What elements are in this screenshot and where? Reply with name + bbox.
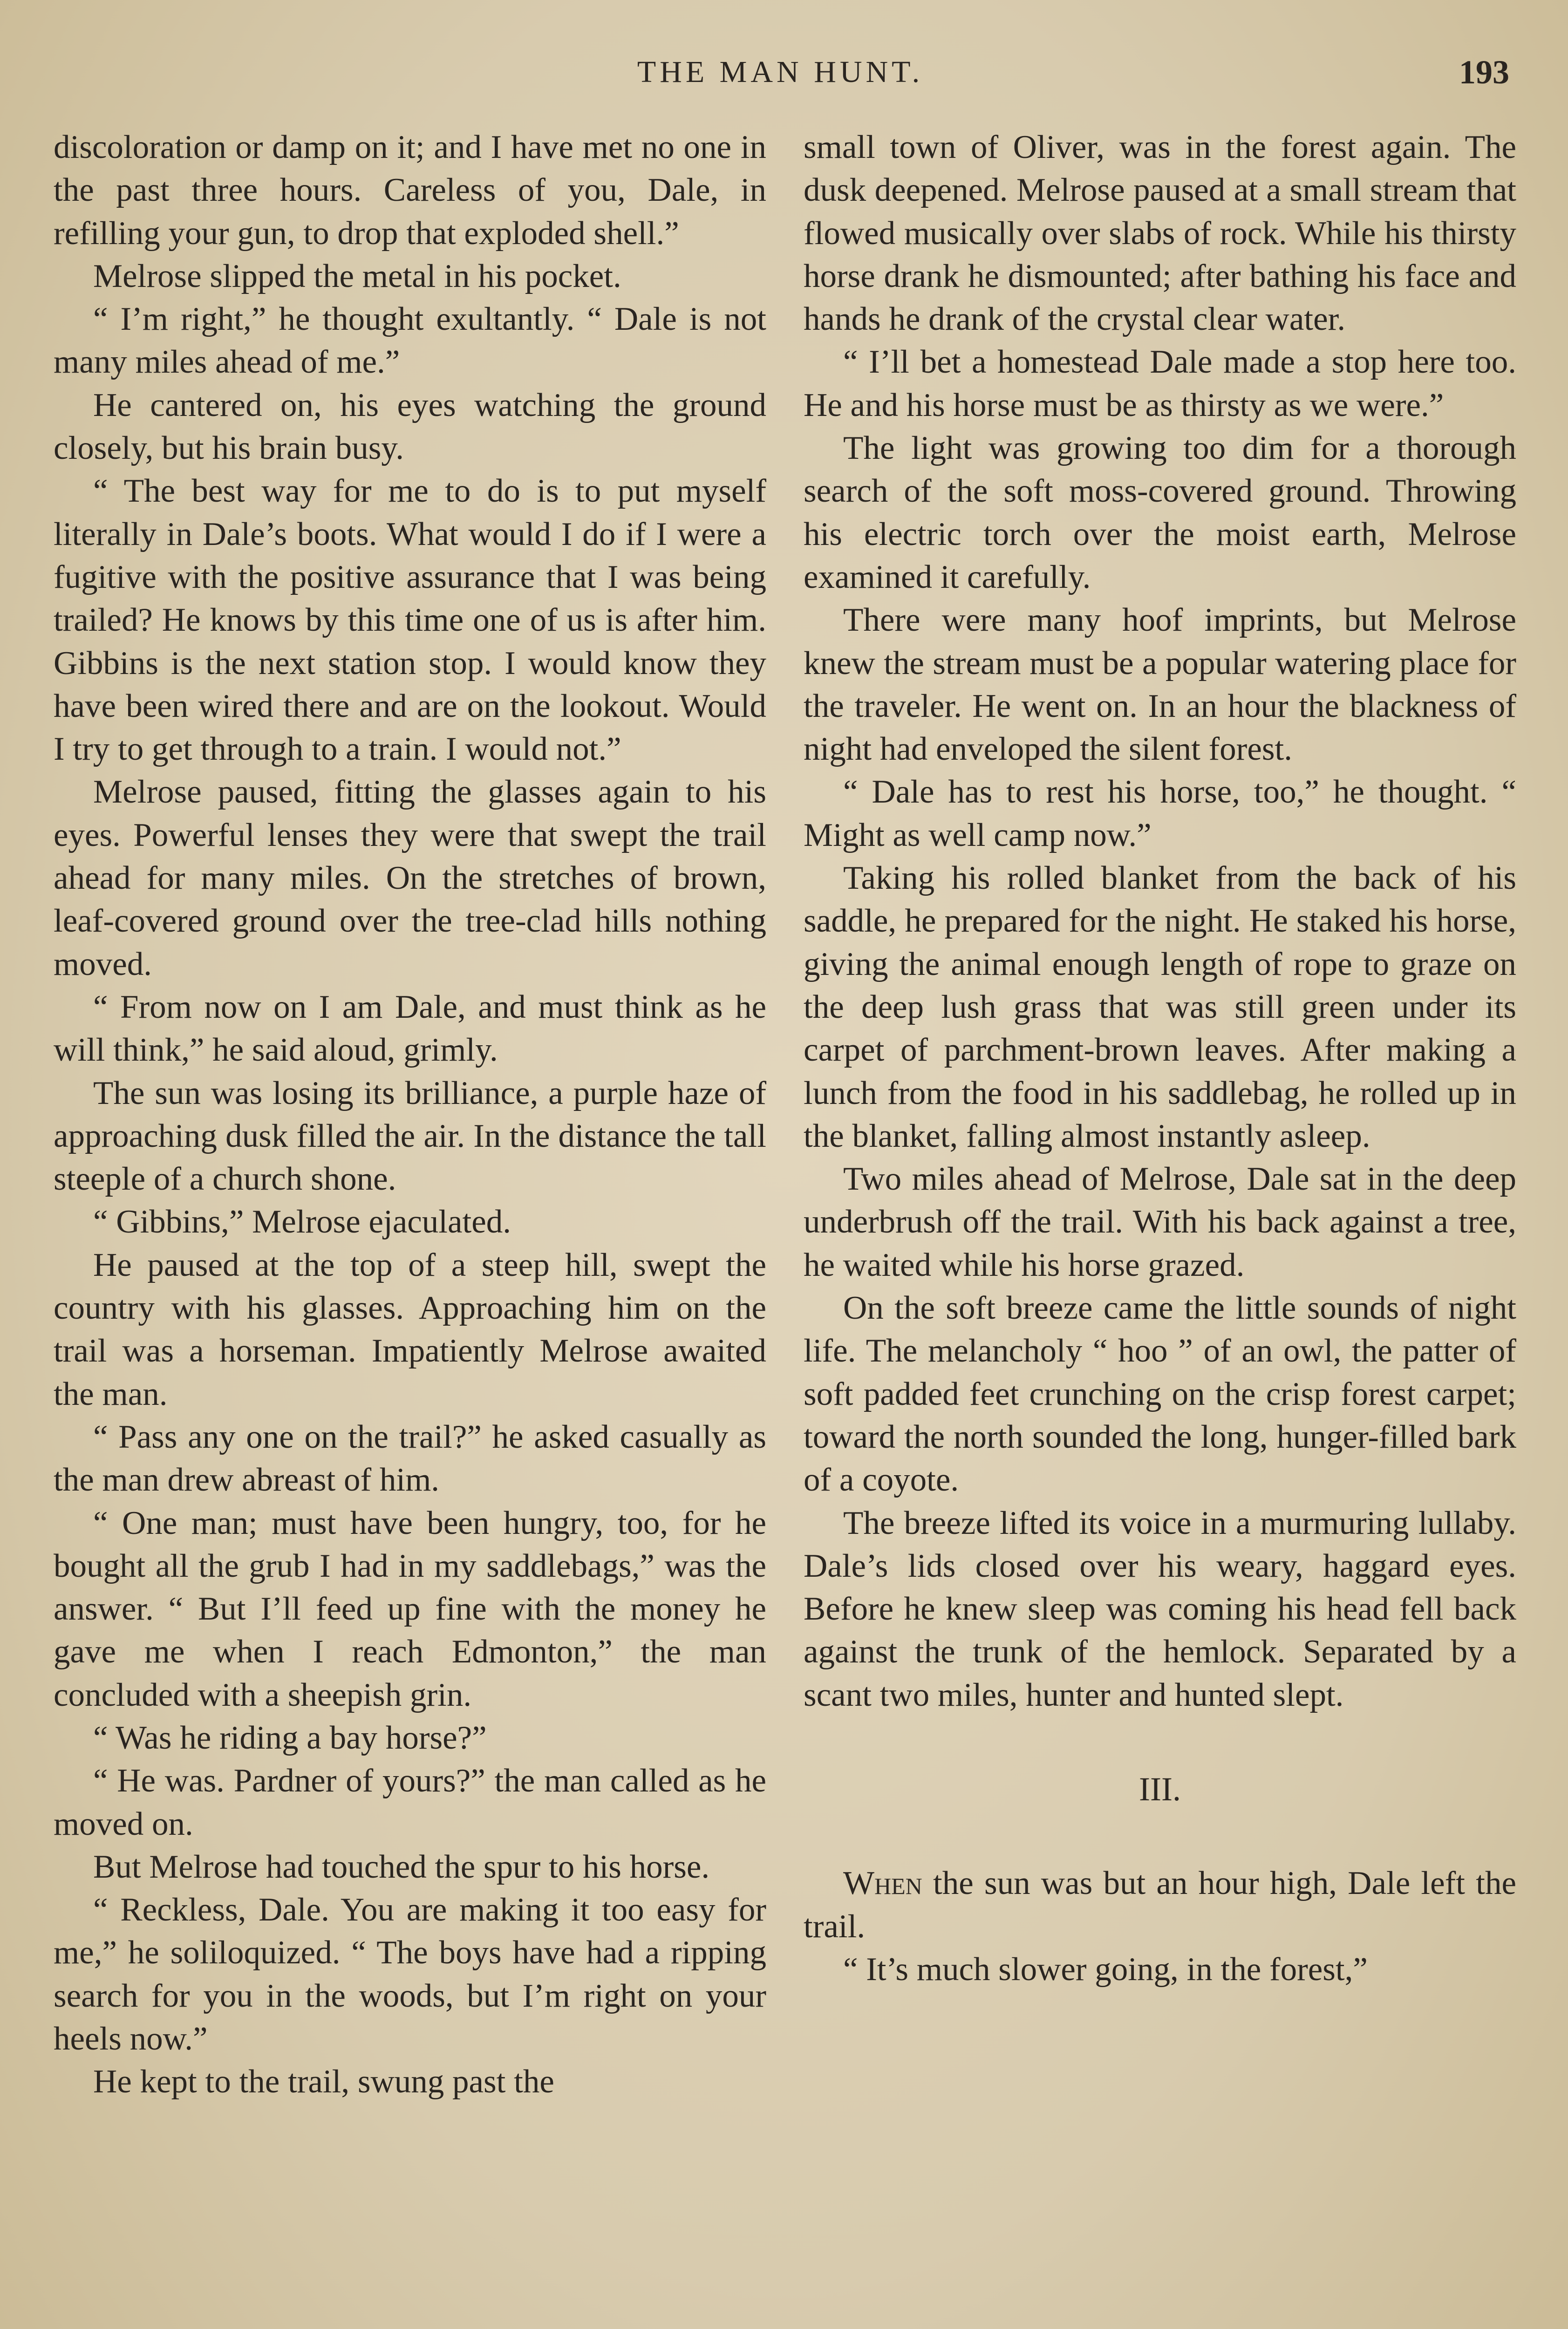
page-header (51, 47, 1509, 98)
paragraph: There were many hoof imprints, but Melrose knew the stream must be a popular watering place for the traveler. He went on. In an hour the blackness of night had enveloped the silent forest. (804, 602, 1516, 768)
paragraph: He cantered on, his eyes watching the ground closely, but his brain busy. (54, 387, 766, 467)
paragraph: “ It’s much slower going, in the forest,” (843, 1951, 1368, 1988)
right-column-paragraphs (804, 126, 1516, 1716)
paragraph: “ I’ll bet a homestead Dale made a stop here too. He and his horse must be as thirsty as we were.” (804, 344, 1516, 423)
drop-lead-word: When (843, 1865, 922, 1902)
page-number: 193 (1459, 54, 1509, 91)
running-head: THE MAN HUNT. (637, 55, 924, 89)
paragraph: The light was growing too dim for a thorough search of the soft moss-covered ground. Throwing his electric torch over the moist earth, Melrose examined it carefully. (804, 430, 1516, 595)
paragraph: Taking his rolled blanket from the back of his saddle, he prepared for the night. He staked his horse, giving the animal enough length of rope to graze on the deep lush grass that was still green under its carpet of parchment-brown leaves. After making a lunch from the food in his saddlebag, he rolled up in the blanket, falling almost instantly asleep. (804, 860, 1516, 1154)
paragraph: “ Dale has to rest his horse, too,” he thought. “ Might as well camp now.” (804, 774, 1516, 853)
paragraph: “ One man; must have been hungry, too, for he bought all the grub I had in my saddlebags,” was the answer. “ But I’ll feed up fine with the money he gave me when I reach Edmonton,” the man concluded with a sheepish grin. (54, 1505, 766, 1713)
paragraph: discoloration or damp on it; and I have met no one in the past three hours. Careless of you, Dale, in refilling your gun, to drop that exploded shell.” (54, 129, 766, 252)
paragraph: “ Was he riding a bay horse?” (93, 1719, 487, 1756)
paragraph: Two miles ahead of Melrose, Dale sat in the deep underbrush off the trail. With his back against a tree, he waited while his horse grazed. (804, 1161, 1516, 1283)
right-column (804, 126, 1516, 1991)
paragraph: But Melrose had touched the spur to his horse. (93, 1848, 710, 1885)
paragraph: On the soft breeze came the little sounds of night life. The melancholy “ hoo ” of an owl, the patter of soft padded feet crunching on the crisp forest carpet; toward the north sounded the long, hunger-filled bark of a coyote. (804, 1290, 1516, 1498)
paragraph: “ From now on I am Dale, and must think as he will think,” he said aloud, grimly. (54, 988, 766, 1069)
paragraph: “ Pass any one on the trail?” he asked casually as the man drew abreast of him. (54, 1418, 766, 1498)
section-paragraphs (804, 1862, 1516, 1991)
paragraph: “ I’m right,” he thought exultantly. “ Dale is not many miles ahead of me.” (54, 301, 766, 381)
left-column (54, 126, 766, 2104)
paragraph: He paused at the top of a steep hill, swept the country with his glasses. Approaching him on the trail was a horseman. Impatiently Melrose awaited the man. (54, 1246, 766, 1412)
paragraph: Melrose paused, fitting the glasses again to his eyes. Powerful lenses they were that swept the trail ahead for many miles. On the stretches of brown, leaf-covered ground over the tree-clad hills nothing moved. (54, 774, 766, 982)
paragraph-text: the sun was but an hour high, Dale left the trail. (804, 1865, 1516, 1945)
paragraph: “ The best way for me to do is to put myself literally in Dale’s boots. What would I do if I were a fugitive with the positive assurance that I was being trailed? He knows by this time one of us is after him. Gibbins is the next station stop. I would know they have been wired there and are on the lookout. Would I try to get through to a train. I would not.” (54, 473, 766, 768)
paragraph: “ Gibbins,” Melrose ejaculated. (93, 1204, 511, 1240)
paragraph: He kept to the trail, swung past the (93, 2063, 554, 2100)
paragraph: The sun was losing its brilliance, a purple haze of approaching dusk filled the air. In the distance the tall steeple of a church shone. (54, 1075, 766, 1198)
paragraph: “ He was. Pardner of yours?” the man called as he moved on. (54, 1763, 766, 1842)
section-heading: III. (1139, 1770, 1181, 1808)
paragraph: Melrose slipped the metal in his pocket. (93, 258, 621, 294)
paragraph: “ Reckless, Dale. You are making it too easy for me,” he soliloquized. “ The boys have had a ripping search for you in the woods, but I’m right on your heels now.” (54, 1892, 766, 2057)
paragraph: The breeze lifted its voice in a murmuring lullaby. Dale’s lids closed over his weary, haggard eyes. Before he knew sleep was coming his head fell back against the trunk of the hemlock. Separated by a scant two miles, hunter and hunted slept. (804, 1505, 1516, 1713)
paragraph (804, 1862, 1516, 1948)
paragraph: small town of Oliver, was in the forest again. The dusk deepened. Melrose paused at a small stream that flowed musically over slabs of rock. While his thirsty horse drank he dismounted; after bathing his face and hands he drank of the crystal clear water. (804, 129, 1516, 338)
